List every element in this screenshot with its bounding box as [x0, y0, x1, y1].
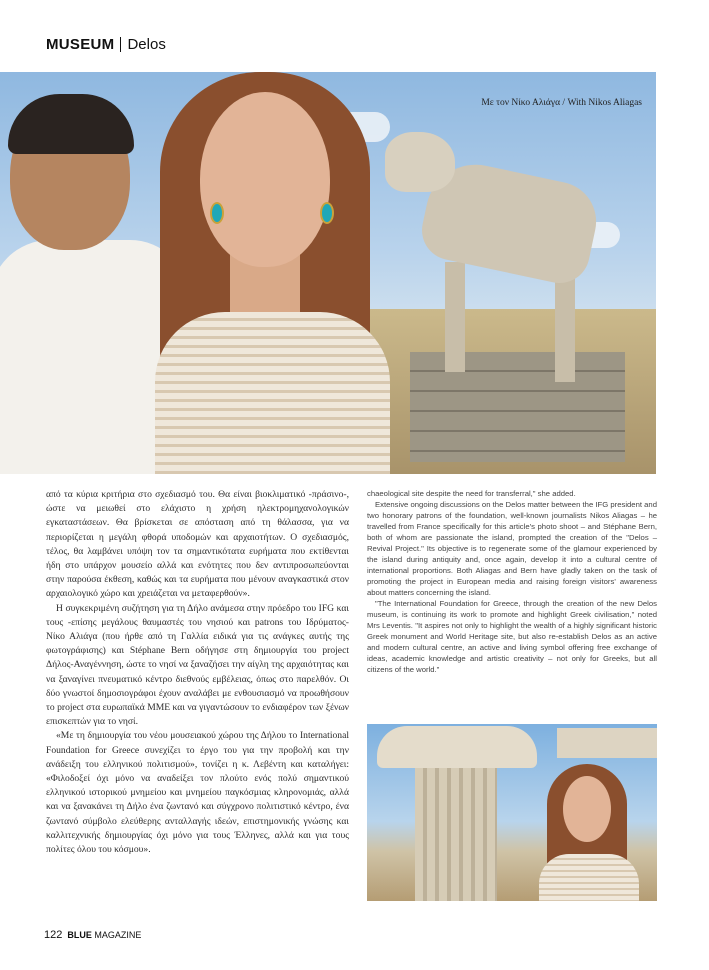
earring	[210, 202, 224, 224]
section-subtitle: Delos	[127, 36, 166, 53]
column-capital	[377, 726, 537, 768]
marble-lion-statue	[385, 132, 615, 392]
magazine-name: BLUE MAGAZINE	[67, 930, 142, 940]
woman-portrait	[140, 72, 400, 474]
page-number: 122	[44, 929, 63, 941]
woman-portrait	[563, 776, 611, 842]
paragraph: "The International Foundation for Greece, through the creation of the new Delos museum, is continuing its work to promote and highlight Greek civilisation," noted Mrs Leventis. "It aspires not only to highlight the wealth of a highly significant historic Greek monument and World Heritage site, but also re-establish Delos as an active and modern cultural centre, an active and living symbol offering free exchange of ideas, academic knowledge and artistic creativity – not only for Greeks, but all citizens of the world."	[367, 599, 657, 674]
english-article-column	[367, 488, 657, 675]
greek-article-column	[46, 488, 349, 857]
paragraph: Η συγκεκριμένη συζήτηση για τη Δήλο ανάμεσα στην πρόεδρο του IFG και τους -επίσης μεγάλους θαυμαστές του νησιού και patrons του Ιδρύματος- Νίκο Αλιάγα (που ήρθε από τη Γαλλία ειδικά για τις ανάγκες αυτής της φωτογράφισης) και Stéphane Bern οδήγησε στη δημιουργία του project Δήλος-Αναγέννηση, ώστε το νησί να ξαναζήσει την αίγλη της αρχαιότητας και να ξαναγίνει πνευματικό κέντρο διεθνούς εμβέλειας, όπως στο παρελθόν. Οι δύο γνωστοί δημοσιογράφοι έχουν αναλάβει με ενθουσιασμό να προωθήσουν το project στα ευρωπαϊκά ΜΜΕ και να γιγαντώσουν το ενδιαφέρον των ξένων επισκεπτών για το νησί.	[46, 602, 349, 728]
paragraph: από τα κύρια κριτήρια στο σχεδιασμό του. Θα είναι βιοκλιματικό -πράσινο-, ώστε να μειωθεί στο ελάχιστο η χρήση ηλεκτρομηχανολογικών εγκαταστάσεων. Θα βρίσκεται σε απόσταση από τη θάλασσα, για να περιορίζεται η μεγάλη φθορά υποδομών και αρχαιοτήτων. Ο σχεδιασμός, τέλος, θα λαμβάνει υπόψη τον τα σημαντικότατα ευρήματα που εκτίθενται ήδη στο υπάρχον μουσείο αλλά και ενότητες που δεν αντιπροσωπεύονται στην παρούσα έκθεση, καθώς και τα ευρήματα που μένουν αναγκαστικά στον αρχαιολογικό χώρο και χρειάζεται να μεταφερθούν».	[46, 489, 349, 600]
section-header	[46, 36, 166, 53]
earring	[320, 202, 334, 224]
paragraph: chaeological site despite the need for transferral," she added.	[367, 489, 576, 498]
section-title: MUSEUM	[46, 36, 115, 53]
page-footer	[44, 929, 141, 941]
photo-caption: Με τον Νίκο Αλιάγα / With Nikos Aliagas	[481, 98, 642, 108]
header-divider	[120, 37, 121, 52]
paragraph: Extensive ongoing discussions on the Delos matter between the IFG president and two honorary patrons of the foundation, well-known journalists Nikos Aliagas – he travelled from France specifically for this article's photo shoot – and Stéphane Bern, both of whom are passionate the island, prompted the creation of the "Delos – Revival Project." Its objective is to regenerate some of the glamour experienced by the island during antiquity and, once again, develop it into a cultural centre of international proportions. Both Aliagas and Bern have gladly taken on the task of promoting the project in European media and raising foreign visitors' awareness about matters concerning the island.	[367, 500, 657, 597]
paragraph: «Με τη δημιουργία του νέου μουσειακού χώρου της Δήλου το International Foundation for Greece συνεχίζει το έργο του για την προβολή και την ανάδειξη του ελληνικού πολιτισμού», τονίζει η κ. Λεβέντη και καταλήγει: «Φιλοδοξεί όχι μόνο να αναδείξει τον πλούτο ενός πολύ σημαντικού ελληνικού ιστορικού μνημείου και μνημείου παγκόσμιας κληρονομιάς, αλλά και να ξανακάνει τη Δήλο ένα ζωντανό και σύγχρονο πολιτιστικό κέντρο, ένα ζωντανό σύμβολο ελεύθερης ανταλλαγής ιδεών, επιστημονικής γνώσης και καλλιτεχνικής δημιουργίας όχι μόνο για τους Έλληνες, αλλά και για τους πολίτες όλου του κόσμου».	[46, 730, 349, 856]
hero-photo	[0, 72, 656, 474]
column-photo	[367, 724, 657, 901]
ancient-column	[415, 764, 497, 901]
